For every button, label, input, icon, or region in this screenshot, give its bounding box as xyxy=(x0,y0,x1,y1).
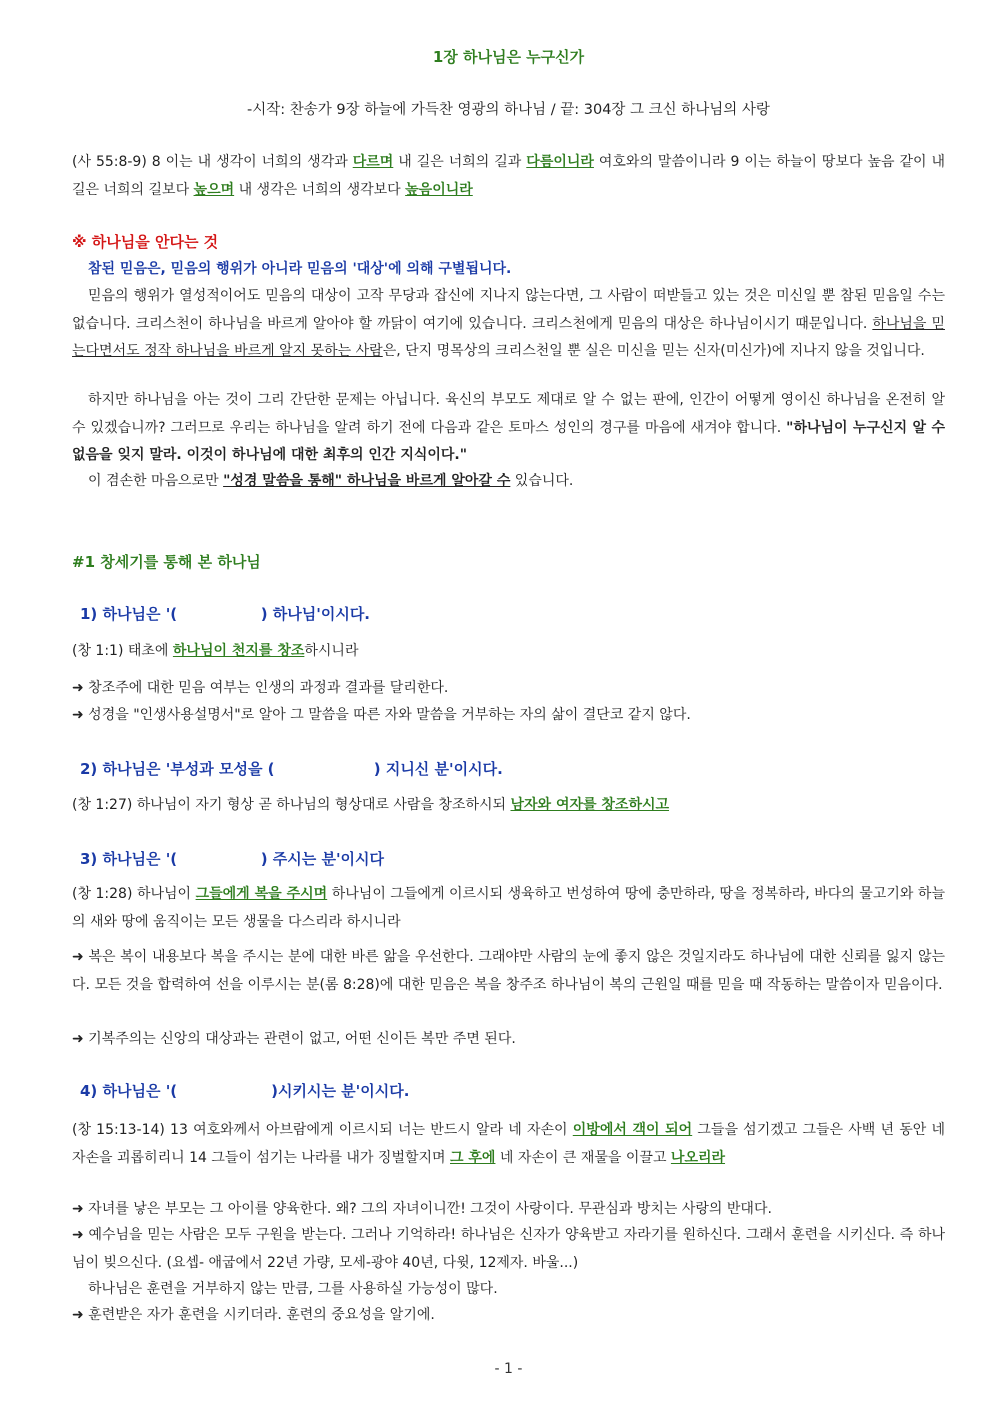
question-1-heading: 1) 하나님은 '( ) 하나님'이시다. xyxy=(80,605,371,623)
highlight-text: 하나님이 천지를 창조 xyxy=(172,643,305,659)
question-2-heading: 2) 하나님은 '부성과 모성을 ( ) 지니신 분'이시다. xyxy=(80,760,503,778)
question-4-verse: (창 15:13-14) 13 여호와께서 아브람에게 이르시되 너는 반드시 알라 네 자손이 이방에서 객이 되어 그들을 섬기겠고 그들은 사백 년 동안 네 자손을 괴롭히리니 14 그들이 섬기는 나라를 내가 징벌할지며 그 후에 네 자손이 큰 재물을 이끌고 나오리라 xyxy=(72,1122,945,1166)
question-2-verse: (창 1:27) 하나님이 자기 형상 곧 하나님의 형상대로 사람을 창조하시되 남자와 여자를 창조하시고 xyxy=(72,797,670,813)
question-1-note: ➜ 창조주에 대한 믿음 여부는 인생의 과정과 결과를 달리한다. xyxy=(72,680,449,696)
question-3-verse: (창 1:28) 하나님이 그들에게 복을 주시며 하나님이 그들에게 이르시되 생육하고 번성하여 땅에 충만하라, 땅을 정복하라, 바다의 물고기와 하늘의 새와 땅에 움직이는 모든 생물을 다스리라 하시니라 xyxy=(72,886,945,930)
highlight-text: 그 후에 xyxy=(450,1149,496,1166)
highlight-text: 높음이니라 xyxy=(405,181,473,198)
knowing-paragraph-1: 믿음의 행위가 열성적이어도 믿음의 대상이 고작 무당과 잡신에 지나지 않는다면, 그 사람이 떠받들고 있는 것은 미신일 뿐 참된 믿음일 수는 없습니다. 크리스천이 하나님을 바르게 알아야 할 까닭이 여기에 있습니다. 크리스천에게 믿음의 대상은 하나님이시기 때문입니다. 하나님을 믿는다면서도 정작 하나님을 바르게 알지 못하는 사람은, 단지 명목상의 크리스천일 뿐 실은 미신을 믿는 신자(미신가)에 지나지 않을 것입니다. xyxy=(72,288,945,359)
highlight-text: 나오리라 xyxy=(670,1149,726,1166)
highlight-text: 높으며 xyxy=(193,181,235,198)
highlight-text: 다름이니라 xyxy=(526,154,594,170)
page-title: 1장 하나님은 누구신가 xyxy=(432,48,585,66)
question-4-note: ➜ 훈련받은 자가 훈련을 시키더라. 훈련의 중요성을 알기에. xyxy=(72,1307,435,1323)
highlight-text: 그들에게 복을 주시며 xyxy=(195,886,328,902)
question-3-note: ➜ 복은 복이 내용보다 복을 주시는 분에 대한 바른 앎을 우선한다. 그래야만 사람의 눈에 좋지 않은 것일지라도 하나님에 대한 신뢰를 잃지 않는다. 모든 것을 합력하여 선을 이루시는 분(롬 8:28)에 대한 믿음은 복을 창주조 하나님이 복의 근원일 때를 믿을 때 작동하는 말씀이자 믿음이다. xyxy=(72,949,945,993)
question-4-note: 하나님은 훈련을 거부하지 않는 만큼, 그를 사용하실 가능성이 많다. xyxy=(88,1281,498,1297)
page-number: - 1 - xyxy=(494,1361,523,1377)
knowing-thesis: 참된 믿음은, 믿음의 행위가 아니라 믿음의 '대상'에 의해 구별됩니다. xyxy=(88,261,512,277)
knowing-heading: ※ 하나님을 안다는 것 xyxy=(72,233,219,251)
question-4-heading: 4) 하나님은 '( )시키시는 분'이시다. xyxy=(80,1082,410,1100)
question-3-note: ➜ 기복주의는 신앙의 대상과는 관련이 없고, 어떤 신이든 복만 주면 된다. xyxy=(72,1031,516,1047)
intro-verse: (사 55:8-9) 8 이는 내 생각이 너희의 생각과 다르며 내 길은 너희의 길과 다름이니라 여호와의 말씀이니라 9 이는 하늘이 땅보다 높음 같이 내 길은 너희의 길보다 높으며 내 생각은 너희의 생각보다 높음이니라 xyxy=(72,154,945,198)
question-1-verse: (창 1:1) 태초에 하나님이 천지를 창조하시니라 xyxy=(72,643,359,659)
highlight-text: 남자와 여자를 창조하시고 xyxy=(510,797,670,813)
knowing-paragraph-2: 하지만 하나님을 아는 것이 그리 간단한 문제는 아닙니다. 육신의 부모도 제대로 알 수 없는 판에, 인간이 어떻게 영이신 하나님을 온전히 알 수 있겠습니까? 그러므로 우리는 하나님을 알려 하기 전에 다음과 같은 토마스 성인의 경구를 마음에 새겨야 합니다. "하나님이 누구신지 알 수 없음을 잊지 말라. 이것이 하나님에 대한 최후의 인간 지식이다." xyxy=(72,392,946,463)
question-4-note: ➜ 자녀를 낳은 부모는 그 아이를 양육한다. 왜? 그의 자녀이니깐! 그것이 사랑이다. 무관심과 방치는 사랑의 반대다. xyxy=(72,1201,772,1217)
section-heading: #1 창세기를 통해 본 하나님 xyxy=(72,553,261,571)
highlight-text: 다르며 xyxy=(352,154,394,170)
question-3-heading: 3) 하나님은 '( ) 주시는 분'이시다 xyxy=(80,850,385,868)
highlight-text: 이방에서 객이 되어 xyxy=(572,1122,693,1138)
question-1-note: ➜ 성경을 "인생사용설명서"로 알아 그 말씀을 따른 자와 말씀을 거부하는 자의 삶이 결단코 같지 않다. xyxy=(72,707,691,723)
hymn-subtitle: -시작: 찬송가 9장 하늘에 가득찬 영광의 하나님 / 끝: 304장 그 크신 하나님의 사랑 xyxy=(247,102,770,118)
thomas-quote: "하나님이 누구신지 알 수 없음을 잊지 말라. 이것이 하나님에 대한 최후의 인간 지식이다." xyxy=(72,419,946,463)
knowing-paragraph-3: 이 겸손한 마음으로만 "성경 말씀을 통해" 하나님을 바르게 알아갈 수 있습니다. xyxy=(88,473,574,489)
question-4-note: ➜ 예수님을 믿는 사람은 모두 구원을 받는다. 그러나 기억하라! 하나님은 신자가 양육받고 자라기를 원하신다. 그래서 훈련을 시키신다. 즉 하나님이 빚으신다. (요셉- 애굽에서 22년 가량, 모세-광야 40년, 다윗, 12제자. 바울...) xyxy=(72,1227,945,1271)
